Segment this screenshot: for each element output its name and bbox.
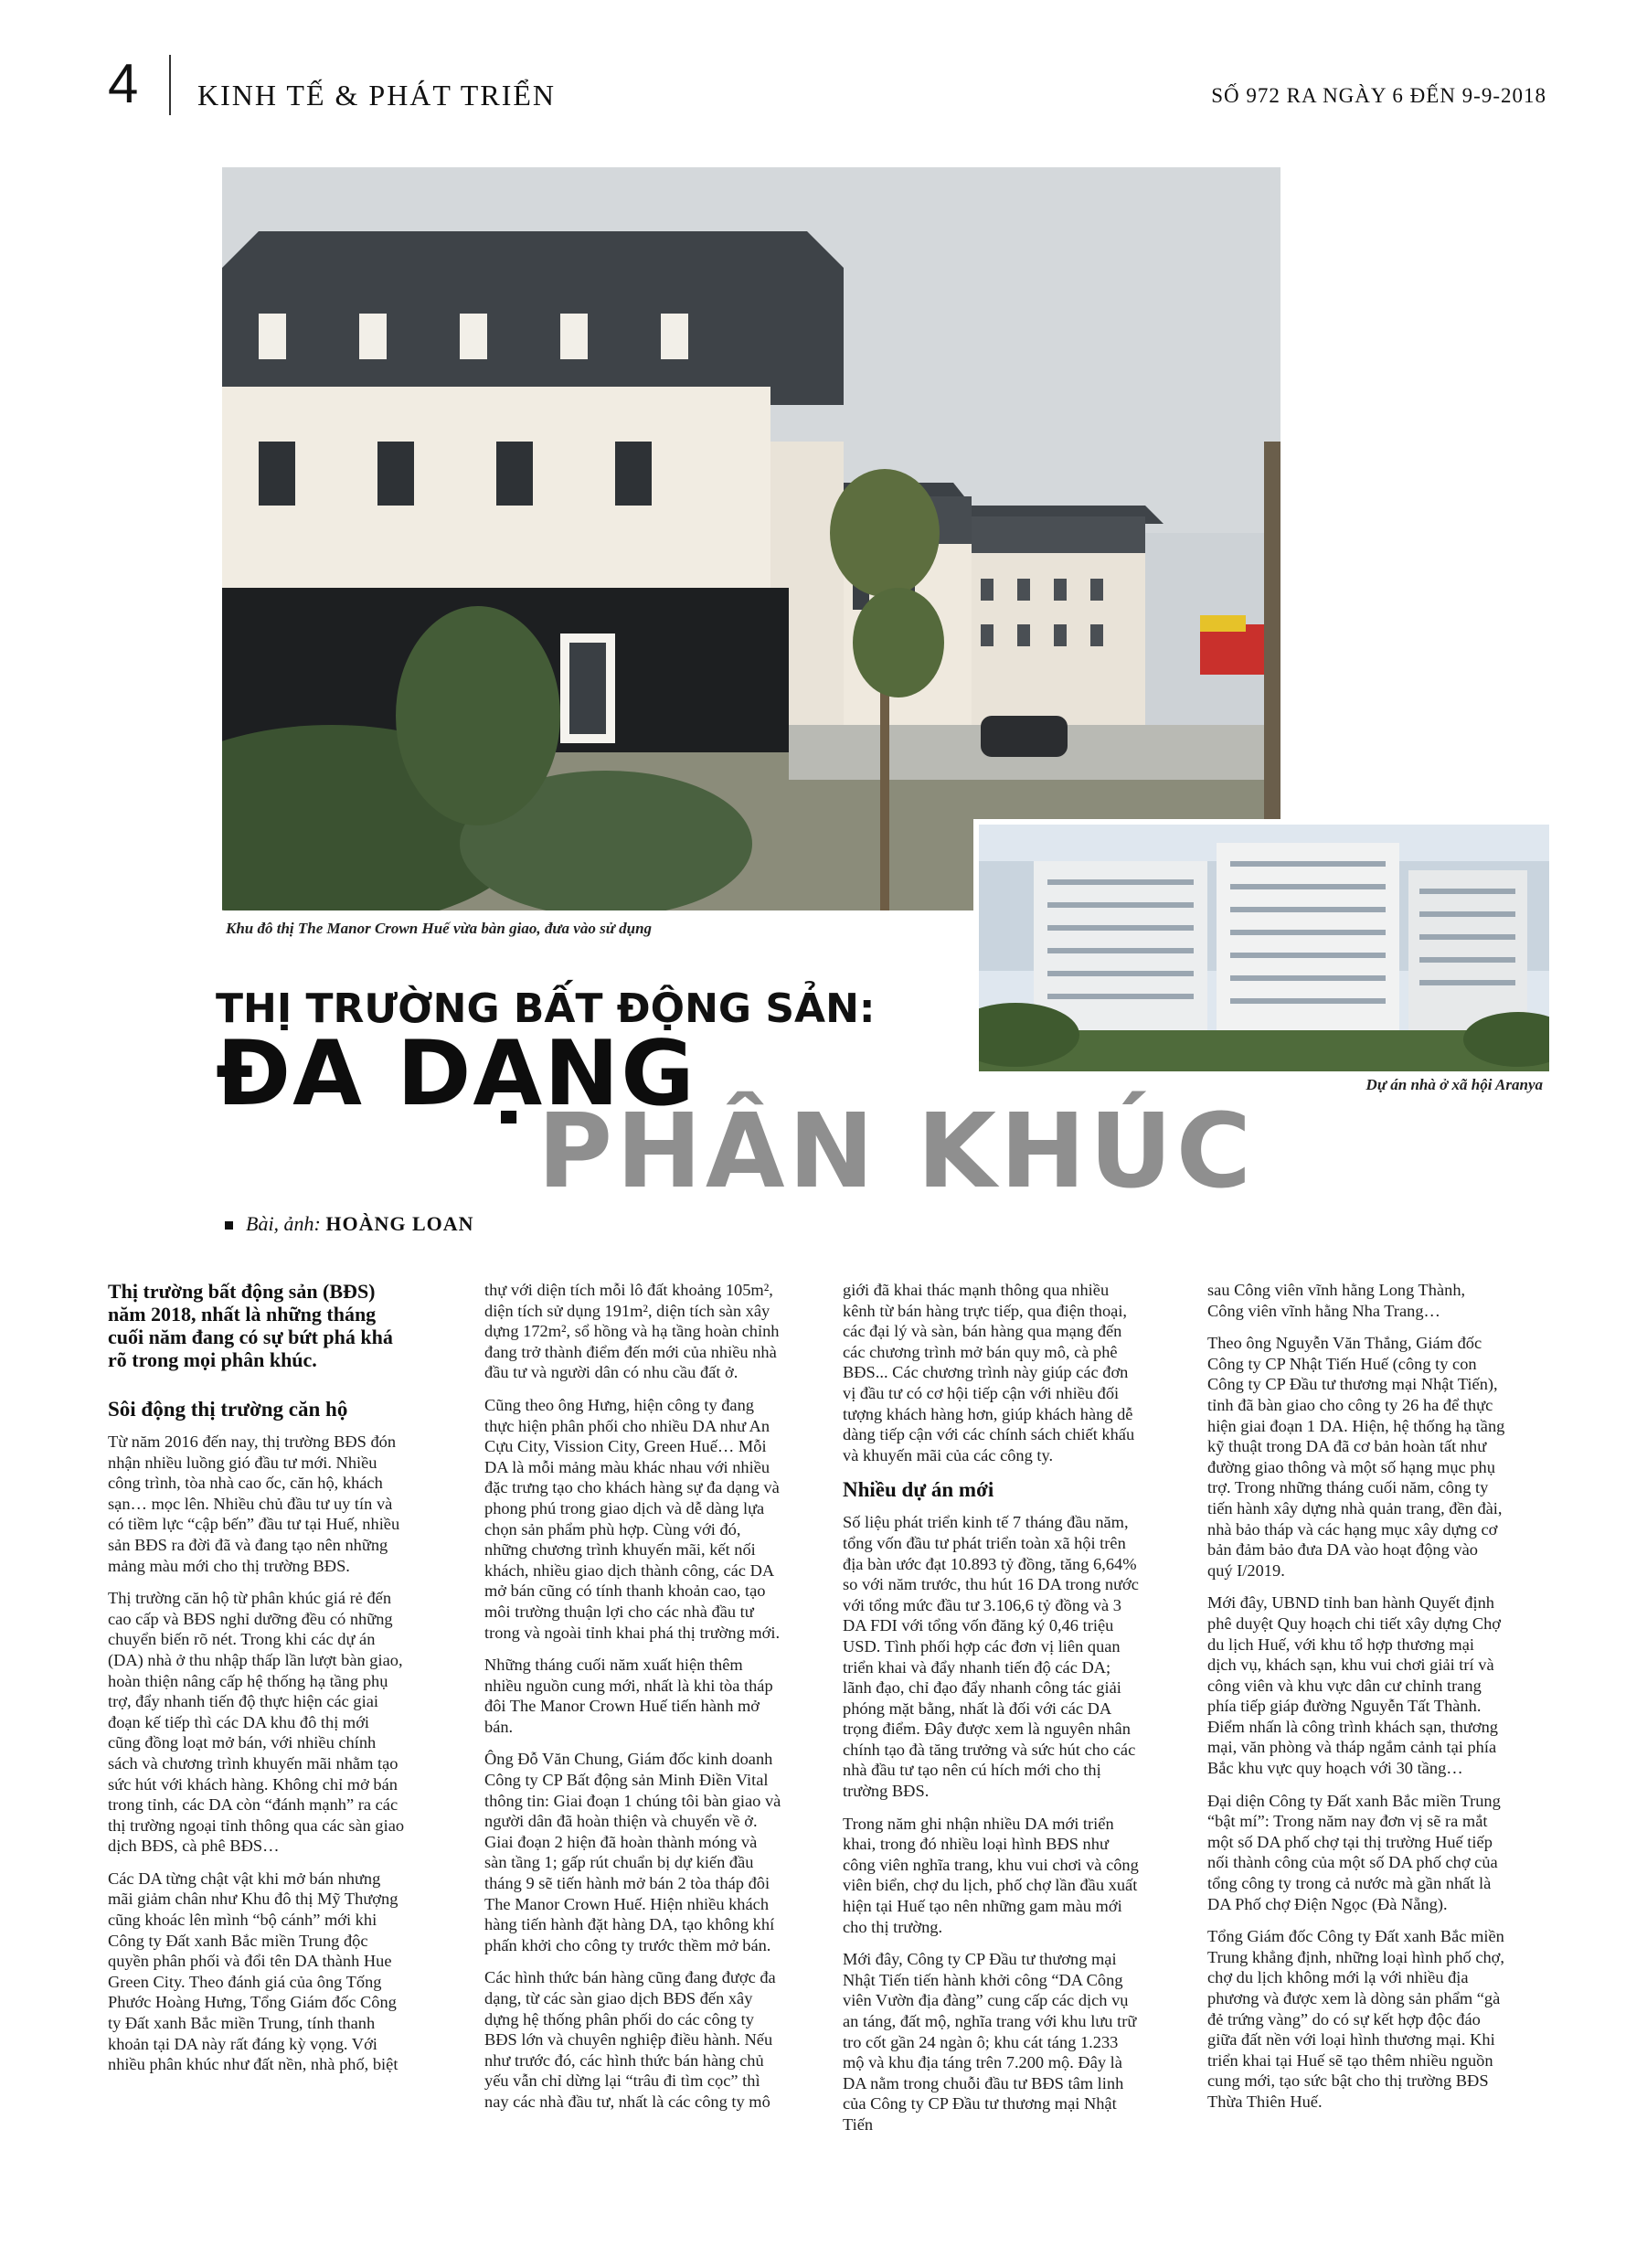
paragraph: Các DA từng chật vật khi mở bán nhưng mãi giảm chân như Khu đô thị Mỹ Thượng cũng khoác lên mình “bộ cánh” mới khi Công ty Đất xanh Bắc miền Trung độc quyền phân phối và đổi tên DA thành Hue Green City. Theo đánh giá của ông Tống Phước Hoàng Hưng, Tổng Giám đốc Công ty Đất xanh Bắc miền Trung, tính thanh khoản tại DA này rất đáng kỳ vọng. Với nhiều phân khúc như đất nền, nhà phố, biệt (108, 1869, 398, 2074)
paragraph: Mới đây, Công ty CP Đầu tư thương mại Nhật Tiến tiến hành khởi công “DA Công viên Vườn địa đàng” cung cấp các dịch vụ an táng, đất mộ, nghĩa trang với khu lưu trữ tro cốt gần 24 ngàn ô; khu cát táng 1.233 mộ và khu địa táng trên 7.200 mộ. Đây là DA nằm trong chuỗi đầu tư BĐS tâm linh của Công ty CP Đầu tư thương mại Nhật Tiến (843, 1950, 1137, 2134)
paragraph: Từ năm 2016 đến nay, thị trường BĐS đón nhận nhiều luồng gió đầu tư mới. Nhiều công trình, tòa nhà cao ốc, căn hộ, khách sạn… mọc lên. Nhiều chủ đầu tư uy tín và có tiềm lực “cập bến” đầu tư tại Huế, nhiều sản BĐS ra đời đã và đang tạo nên những mảng màu mới cho thị trường BĐS. (108, 1432, 400, 1575)
paragraph: Thị trường căn hộ từ phân khúc giá rẻ đến cao cấp và BĐS nghỉ dưỡng đều có những chuyển biến rõ nét. Trong khi các dự án (DA) nhà ở thu nhập thấp lần lượt bàn giao, hoàn thiện nâng cấp hệ thống hạ tầng phụ trợ, đẩy nhanh tiến độ thực hiện các giai đoạn kế tiếp thì các DA khu đô thị mới cũng đồng loạt mở bán, với nhiều chính sách và chương trình khuyến mãi nhằm tạo sức hút với khách hàng. Không chỉ mở bán trong tỉnh, các DA còn “đánh mạnh” ra các thị trường ngoại tỉnh thông qua các sàn giao dịch BĐS, cà phê BĐS… (108, 1589, 405, 1856)
paragraph: Trong năm ghi nhận nhiều DA mới triển khai, trong đó nhiều loại hình BĐS như công viên nghĩa trang, khu vui chơi và công viên biển, chợ du lịch, phố chợ lần đầu xuất hiện tại Huế tạo nên những gam màu mới cho thị trường. (843, 1814, 1139, 1936)
photo-manor-crown-illustration (222, 167, 1280, 910)
headline-line-2: PHÂN KHÚC (537, 1092, 1255, 1211)
article-column-4 (1207, 1280, 1505, 2124)
article-lead: Thị trường bất động sản (BĐS) năm 2018, nhất là những tháng cuối năm đang có sự bứt phá khá rõ trong mọi phân khúc. (108, 1280, 393, 1371)
paragraph: Số liệu phát triển kinh tế 7 tháng đầu năm, tổng vốn đầu tư phát triển toàn xã hội trên địa bàn ước đạt 10.893 tỷ đồng, tăng 6,64% so với năm trước, thu hút 16 DA trong nước với tổng mức đầu tư 3.106,6 tỷ đồng và 3 DA FDI với tổng vốn đăng ký 0,46 triệu USD. Tình phối hợp các đơn vị liên quan triển khai và đẩy nhanh tiến độ các DA; lãnh đạo, chỉ đạo đẩy nhanh công tác giải phóng mặt bằng, nhất là đối với các DA trọng điểm. Đây được xem là nguyên nhân chính tạo đà tăng trưởng và sức hút cho các nhà đầu tư tạo nên cú hích mới cho thị trường BĐS. (843, 1513, 1139, 1801)
photo-aranya (973, 819, 1549, 1071)
paragraph: Các hình thức bán hàng cũng đang được đa dạng, từ các sàn giao dịch BĐS đến xây dựng hệ thống phân phối do các công ty BĐS lớn và chuyên nghiệp điều hành. Nếu như trước đó, các hình thức bán hàng chủ yếu vẫn chỉ dừng lại “trâu đi tìm cọc” thì nay các nhà đầu tư, nhất là các công ty mô (484, 1968, 776, 2111)
paragraph: Cũng theo ông Hưng, hiện công ty đang thực hiện phân phối cho nhiều DA như An Cựu City, Vission City, Green Huế… Mỗi DA là mỗi mảng màu khác nhau với nhiều đặc trưng tạo cho khách hàng sự đa dạng và phong phú trong giao dịch và dễ dàng lựa chọn sản phẩm phù hợp. Cùng với đó, những chương trình khuyến mãi, kết nối khách, nhiều giao dịch thành công, các DA mở bán cũng có tính thanh khoản cao, tạo môi trường thuận lợi cho các nhà đầu tư trong và ngoài tỉnh khai phá thị trường mới. (484, 1395, 781, 1642)
article-column-2 (484, 1280, 782, 2124)
photo-manor-crown (222, 167, 1280, 910)
byline (225, 1212, 474, 1236)
paragraph: Ông Đỗ Văn Chung, Giám đốc kinh doanh Công ty CP Bất động sản Minh Điền Vital thông tin: Giai đoạn 1 chúng tôi bàn giao và người dân đã hoàn thiện và chuyển về ở. Giai đoạn 2 hiện đã hoàn thành móng và sàn tầng 1; gấp rút chuẩn bị dự kiến đầu tháng 9 sẽ tiến hành mở bán 2 tòa tháp đôi The Manor Crown Huế. Hiện nhiều khách hàng tiến hành đặt hàng DA, tạo không khí phấn khởi cho công ty trước thềm mở bán. (484, 1750, 781, 1954)
page-number: 4 (108, 53, 139, 114)
paragraph: Những tháng cuối năm xuất hiện thêm nhiều nguồn cung mới, nhất là khi tòa tháp đôi The Manor Crown Huế tiến hành mở bán. (484, 1656, 773, 1736)
paragraph: thự với diện tích mỗi lô đất khoảng 105m², diện tích sử dụng 191m², diện tích sàn xây dựng 172m², sổ hồng và hạ tầng hoàn chỉnh đang trở thành điểm đến mới của nhiều nhà đầu tư và người dân có nhu cầu đất ở. (484, 1281, 780, 1382)
header-divider (169, 55, 171, 115)
paragraph: Theo ông Nguyễn Văn Thắng, Giám đốc Công ty CP Nhật Tiến Huế (công ty con Công ty CP Đầu tư thương mại Nhật Tiến), tỉnh đã bàn giao cho công ty 26 ha để thực hiện giai đoạn 1 DA. Hiện, hệ thống hạ tầng kỹ thuật trong DA đã cơ bản hoàn tất như đường giao thông và một số hạng mục phụ trợ. Trong những tháng cuối năm, công ty tiến hành xây dựng nhà quản trang, đền đài, nhà bảo tháp và các hạng mục xây dựng cơ bản đảm bảo đưa DA vào hoạt động vào quý I/2019. (1207, 1334, 1505, 1580)
issue-info: SỐ 972 RA NGÀY 6 ĐẾN 9-9-2018 (1211, 84, 1546, 107)
photo-caption-manor-crown: Khu đô thị The Manor Crown Huế vừa bàn giao, đưa vào sử dụng (226, 920, 653, 937)
subheading-apartment-market: Sôi động thị trường căn hộ (108, 1398, 348, 1421)
photo-caption-aranya: Dự án nhà ở xã hội Aranya (1365, 1076, 1543, 1093)
headline-kicker: THỊ TRƯỜNG BẤT ĐỘNG SẢN: (216, 985, 876, 1032)
headline-line-1: ĐA DẠNG (216, 1022, 696, 1126)
byline-label: Bài, ảnh: (246, 1212, 321, 1235)
paragraph: Đại diện Công ty Đất xanh Bắc miền Trung “bật mí”: Trong năm nay đơn vị sẽ ra mắt một số DA phố chợ tại thị trường Huế tiếp nối thành công của một số DA phố chợ của tổng công ty trong cả nước mà gần nhất là DA Phố chợ Điện Ngọc (Đà Nẵng). (1207, 1791, 1501, 1913)
paragraph: sau Công viên vĩnh hằng Long Thành, Công viên vĩnh hằng Nha Trang… (1207, 1281, 1466, 1320)
paragraph: giới đã khai thác mạnh thông qua nhiều kênh từ bán hàng trực tiếp, qua điện thoại, các đại lý và sàn, bán hàng qua mạng đến các chương trình mở bán quy mô, cà phê BĐS... Các chương trình này giúp các đơn vị đầu tư có cơ hội tiếp cận với nhiều đối tượng khách hàng hơn, giúp khách hàng dễ dàng tiếp cận với các chính sách chiết khấu và khuyến mãi của các công ty. (843, 1281, 1135, 1464)
article-column-3 (843, 1280, 1141, 2147)
photo-aranya-illustration (979, 825, 1549, 1071)
article-column-1 (108, 1280, 406, 2087)
subheading-new-projects: Nhiều dự án mới (843, 1478, 994, 1502)
paragraph: Tổng Giám đốc Công ty Đất xanh Bắc miền Trung khẳng định, những loại hình phố chợ, chợ du lịch không mới lạ với nhiều địa phương và được xem là dòng sản phẩm “gà đẻ trứng vàng” do có sự kết hợp độc đáo giữa đất nền với loại hình thương mại. Khi triển khai tại Huế sẽ tạo thêm nhiều nguồn cung mới, tạo sức bật cho thị trường BĐS Thừa Thiên Huế. (1207, 1927, 1505, 2111)
byline-author: HOÀNG LOAN (325, 1212, 474, 1235)
bullet-icon (225, 1221, 233, 1230)
section-title: KINH TẾ & PHÁT TRIỂN (197, 79, 556, 112)
paragraph: Mới đây, UBND tỉnh ban hành Quyết định phê duyệt Quy hoạch chi tiết xây dựng Chợ du lịch Huế, với khu tổ hợp thương mại dịch vụ, khách sạn, khu vui chơi giải trí và công viên và khu vực dân cư chỉnh trang phía tiếp giáp đường Nguyễn Tất Thành. Điểm nhấn là công trình khách sạn, thương mại, văn phòng và tháp ngắm cảnh tại phía Bắc khu vực quy hoạch với 30 tầng… (1207, 1593, 1502, 1778)
